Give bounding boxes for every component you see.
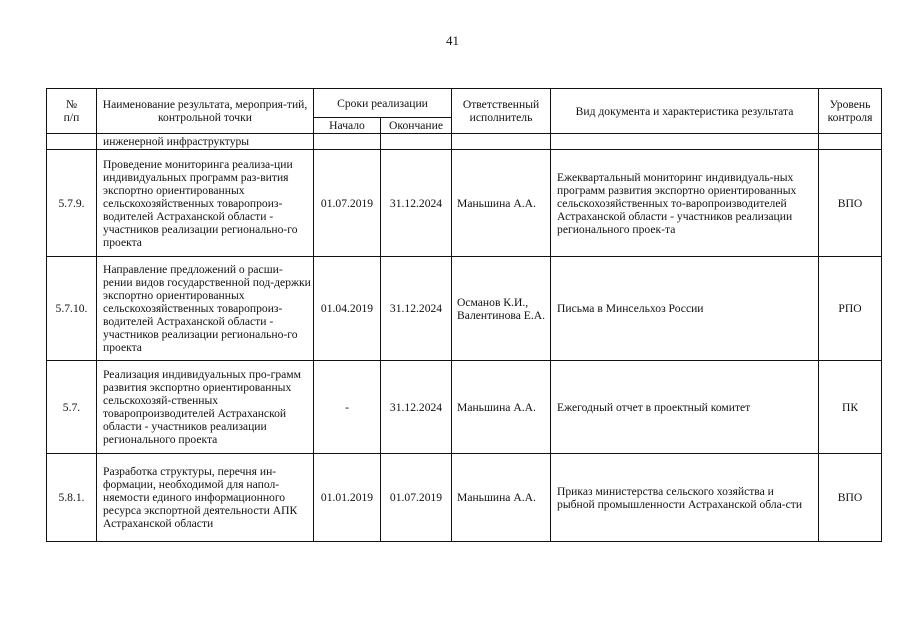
page-number: 41 <box>446 33 459 48</box>
row-start: 01.07.2019 <box>314 150 381 257</box>
row-responsible: Маньшина А.А. <box>452 150 551 257</box>
row-number: 5.7.9. <box>47 150 97 257</box>
row-doc: Приказ министерства сельского хозяйства и рыбной промышленности Астраханской обла-сти <box>551 454 819 542</box>
header-responsible: Ответственный исполнитель <box>452 89 551 134</box>
row-end: 01.07.2019 <box>381 454 452 542</box>
row-doc: Ежегодный отчет в проектный комитет <box>551 361 819 454</box>
row-level: ВПО <box>819 454 882 542</box>
header-end: Окончание <box>381 118 452 134</box>
row-level: ПК <box>819 361 882 454</box>
header-num: № п/п <box>47 89 97 134</box>
header-period: Сроки реализации <box>314 89 452 118</box>
row-start: 01.01.2019 <box>314 454 381 542</box>
row-name: Реализация индивидуальных про-грамм развития экспортно ориентированных сельскохозяй-ственных товаропроизводителей Астраханской области - участников реализации регионального проекта <box>97 361 314 454</box>
row-level: ВПО <box>819 150 882 257</box>
table-row <box>47 257 882 361</box>
row-end: 31.12.2024 <box>381 150 452 257</box>
row-responsible: Маньшина А.А. <box>452 361 551 454</box>
row-start: 01.04.2019 <box>314 257 381 361</box>
row-responsible: Османов К.И., Валентинова Е.А. <box>452 257 551 361</box>
table-row <box>47 454 882 542</box>
row-doc: Ежеквартальный мониторинг индивидуаль-ных программ развития экспортно ориентированных сельскохозяйственных то-варопроизводителей Астраханской области - участников реализации регионального проек-та <box>551 150 819 257</box>
row-end: 31.12.2024 <box>381 257 452 361</box>
row-name: Разработка структуры, перечня ин-формации, необходимой для напол-няемости единого информационного ресурса экспортной деятельности АПК Астраханской области <box>97 454 314 542</box>
header-name: Наименование результата, мероприя-тий, контрольной точки <box>97 89 314 134</box>
table-row-continuation <box>47 134 882 150</box>
row-name: Направление предложений о расши-рении видов государственной под-держки экспортно ориентированных сельскохозяйственных товаропроиз-водителей Астраханской области - участников реализации регионально-го проекта <box>97 257 314 361</box>
row-start: - <box>314 361 381 454</box>
table-row <box>47 361 882 454</box>
row-responsible: Маньшина А.А. <box>452 454 551 542</box>
table-row <box>47 150 882 257</box>
row-end: 31.12.2024 <box>381 361 452 454</box>
row-doc: Письма в Минсельхоз России <box>551 257 819 361</box>
row-number: 5.8.1. <box>47 454 97 542</box>
continuation-text: инженерной инфраструктуры <box>97 134 314 150</box>
header-doc: Вид документа и характеристика результата <box>551 89 819 134</box>
row-name: Проведение мониторинга реализа-ции индивидуальных программ раз-вития экспортно ориентированных сельскохозяйственных товаропроиз-водителей Астраханской области - участников реализации регионально-го проекта <box>97 150 314 257</box>
row-number: 5.7. <box>47 361 97 454</box>
header-level: Уровень контроля <box>819 89 882 134</box>
header-start: Начало <box>314 118 381 134</box>
row-number: 5.7.10. <box>47 257 97 361</box>
plan-table <box>46 88 882 542</box>
row-level: РПО <box>819 257 882 361</box>
